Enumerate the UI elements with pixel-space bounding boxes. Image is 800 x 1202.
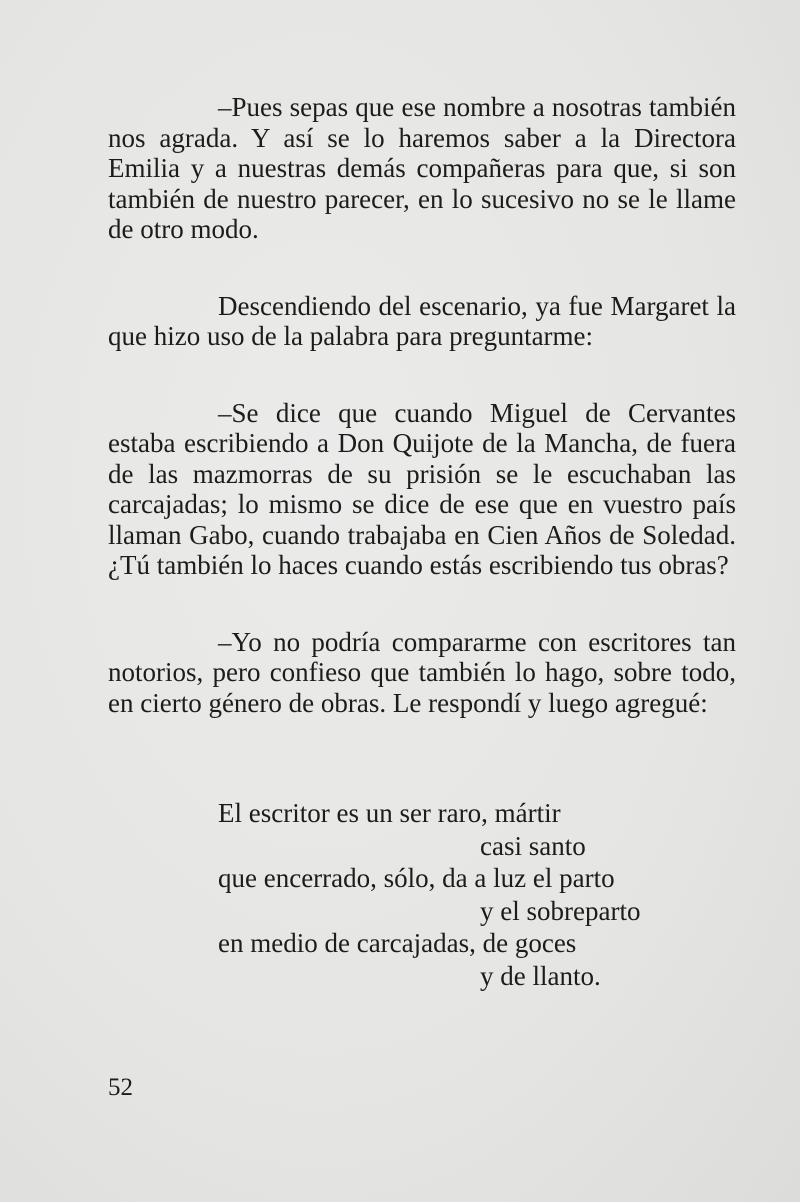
paragraph-answer: –Yo no podría compararme con escritores tan notorios, pero confieso que también lo hago, sobre todo, en cierto género de obras. Le respondí y luego agregué: [108,626,736,718]
poem-stanza [218,797,678,992]
poem-line: en medio de carcajadas, de goces [218,928,577,958]
poem-line: que encerrado, sólo, da a luz el parto [218,863,615,893]
paragraph-dialogue-1: –Pues sepas que ese nombre a nosotras también nos agrada. Y así se lo haremos saber a la Directora Emilia y a nuestras demás compañeras para que, si son también de nuestro parecer, en lo sucesivo no se le llame de otro modo. [108,92,736,244]
page-number: 52 [108,1074,133,1101]
poem-line: y el sobreparto [480,895,641,926]
poem-line: y de llanto. [480,960,601,991]
paragraph-question: –Se dice que cuando Miguel de Cervantes estaba escribiendo a Don Quijote de la Mancha, de fuera de las mazmorras de su prisión se le escuchaban las carcajadas; lo mismo se dice de ese que en vuestro país llaman Gabo, cuando trabajaba en Cien Años de Soledad. ¿Tú también lo haces cuando estás escribiendo tus obras? [108,397,736,580]
paragraph-narration: Descendiendo del escenario, ya fue Margaret la que hizo uso de la palabra para preguntarme: [108,290,736,351]
poem-line: casi santo [480,830,586,861]
body-text [108,92,736,718]
poem-line: El escritor es un ser raro, mártir [218,798,561,828]
